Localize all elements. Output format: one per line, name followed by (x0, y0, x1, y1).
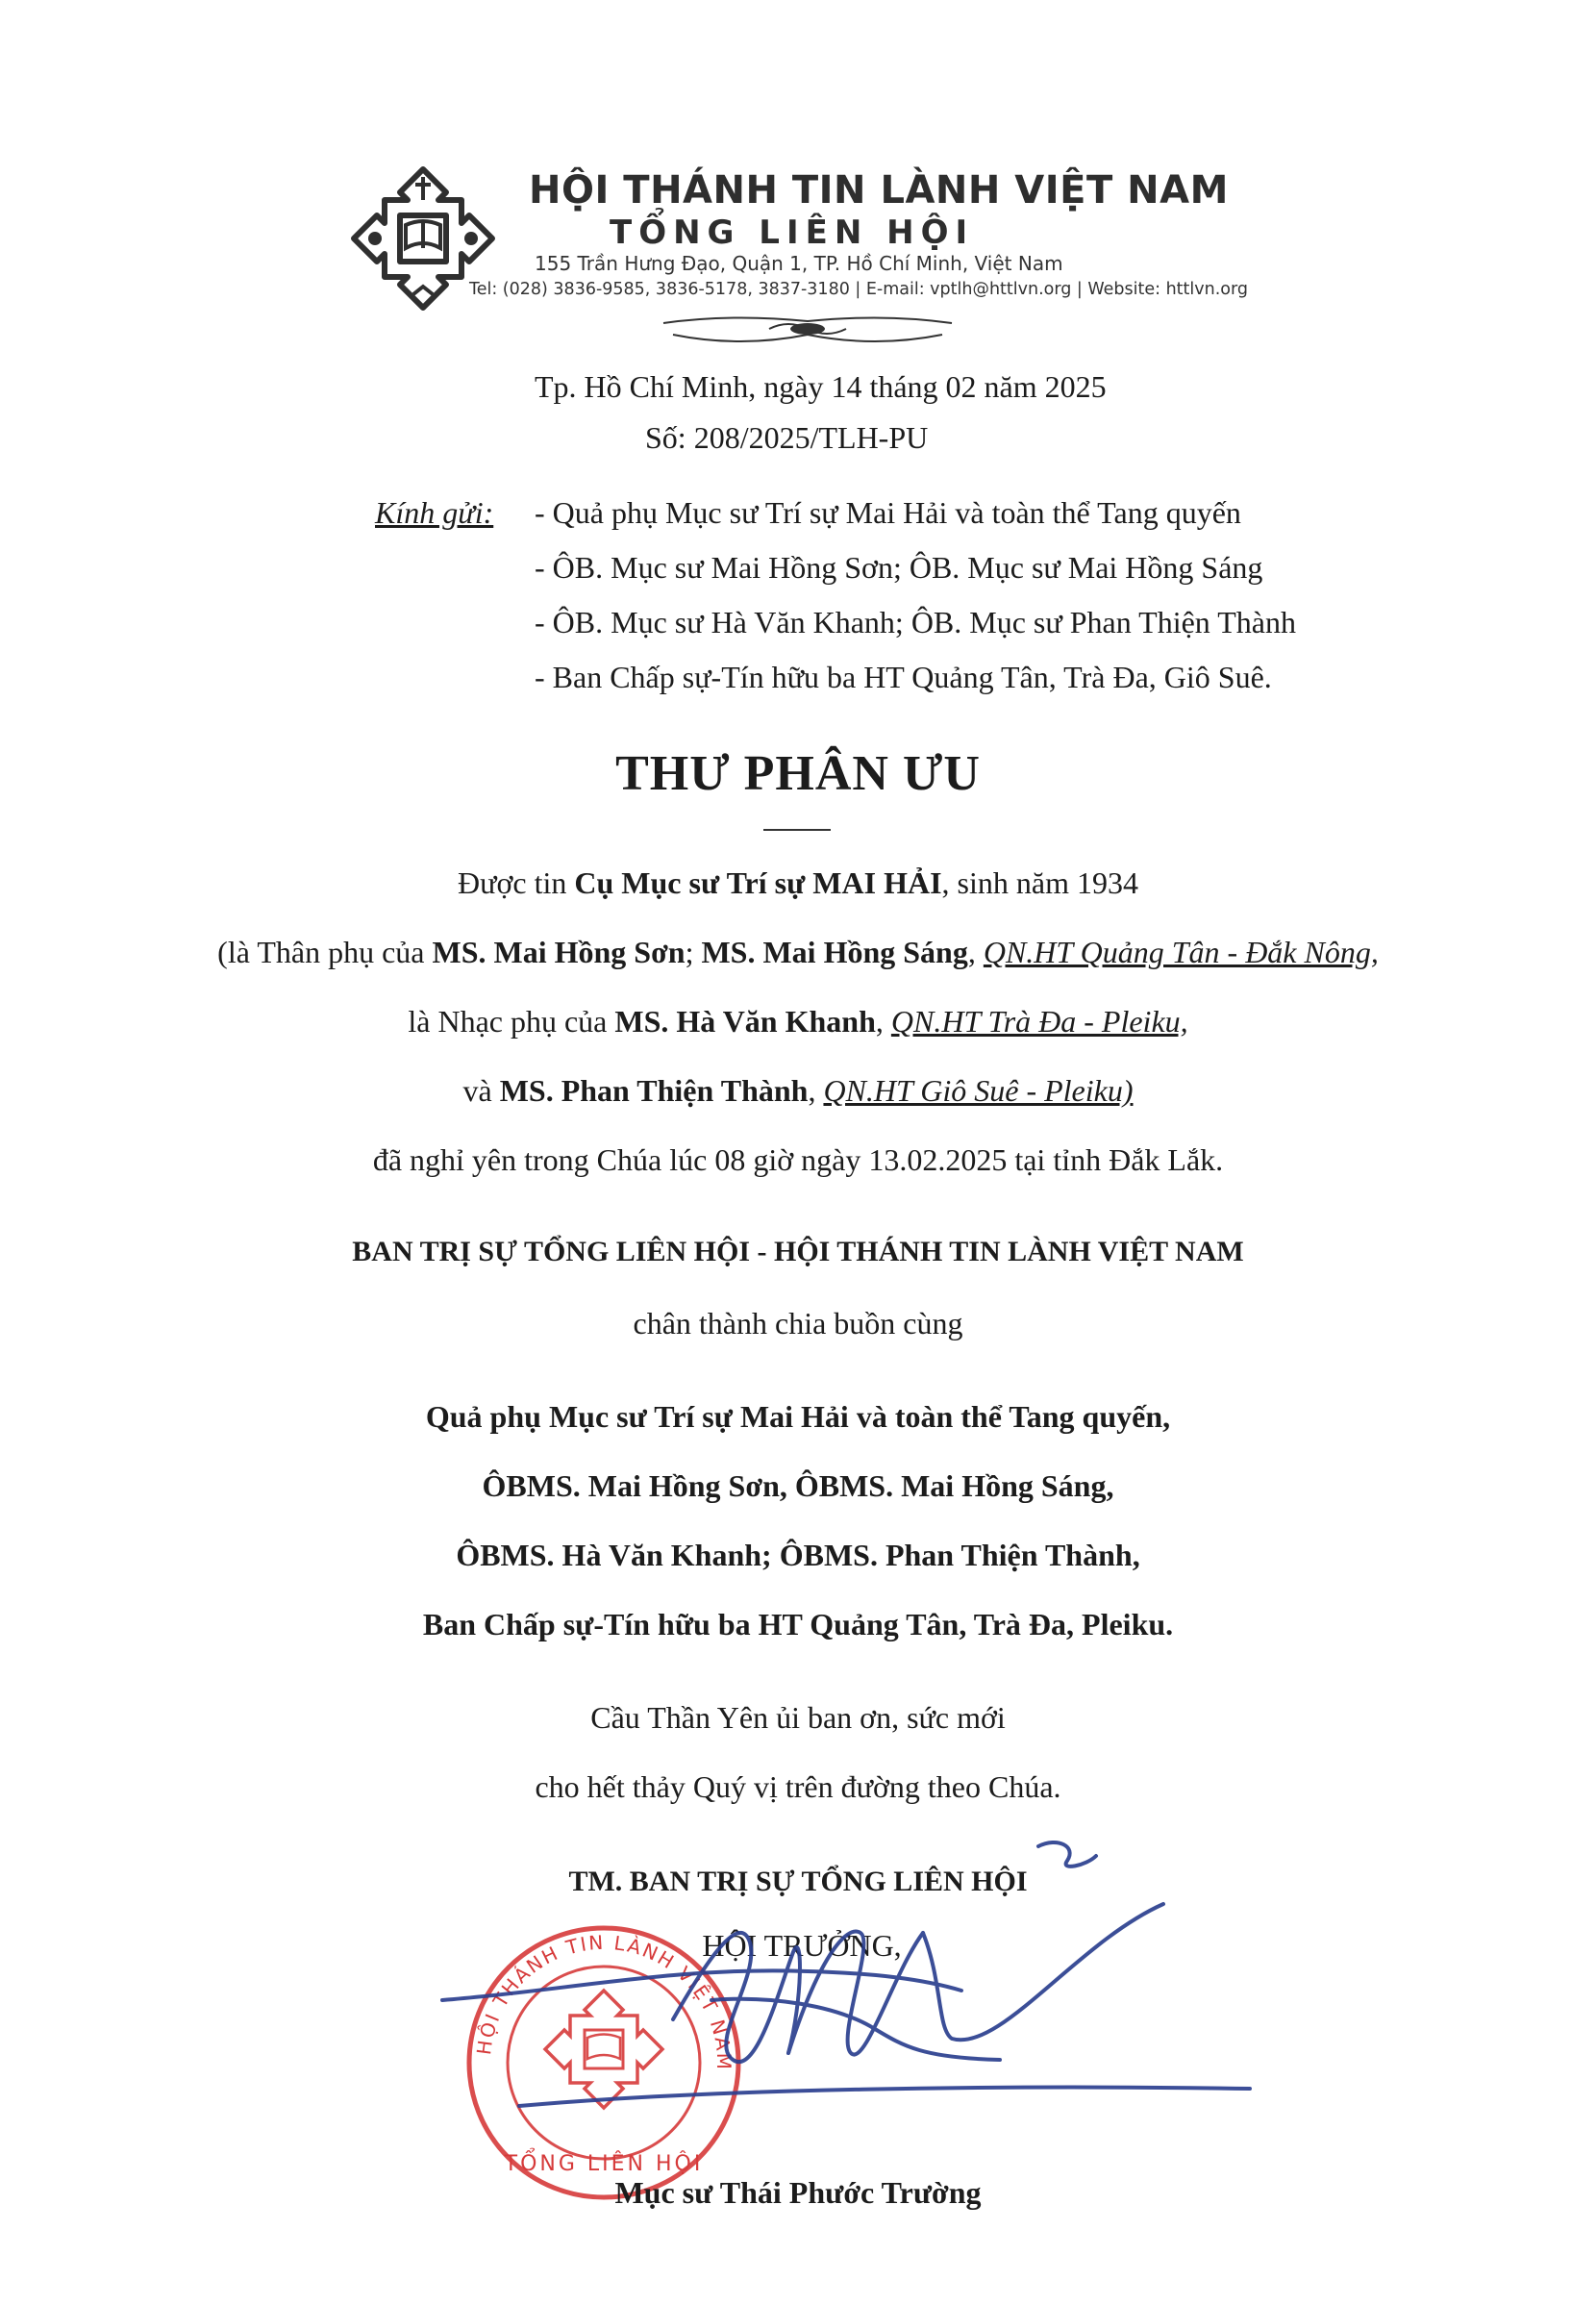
family-line: ÔBMS. Hà Văn Khanh; ÔBMS. Phan Thiện Thành, (456, 1538, 1140, 1572)
reference-number: Số: 208/2025/TLH-PU (645, 420, 929, 455)
recipient-item: - Quả phụ Mục sư Trí sự Mai Hải và toàn thể Tang quyến (535, 495, 1241, 530)
recipient-item: - ÔB. Mục sư Hà Văn Khanh; ÔB. Mục sư Phan Thiện Thành (535, 605, 1296, 639)
family-line: ÔBMS. Mai Hồng Sơn, ÔBMS. Mai Hồng Sáng, (482, 1468, 1114, 1503)
on-behalf-line: TM. BAN TRỊ SỰ TỔNG LIÊN HỘI (568, 1866, 1028, 1897)
body-line-3: là Nhạc phụ của MS. Hà Văn Khanh, QN.HT Trà Đa - Pleiku, (408, 1004, 1188, 1039)
svg-text:TỔNG LIÊN HỘI: TỔNG LIÊN HỘI (504, 2152, 704, 2176)
org-subtitle: TỔNG LIÊN HỘI (610, 213, 975, 252)
prayer-line: cho hết thảy Quý vị trên đường theo Chúa. (535, 1769, 1061, 1804)
family-line: Ban Chấp sự-Tín hữu ba HT Quảng Tân, Trà Đa, Pleiku. (422, 1607, 1174, 1641)
title-divider (763, 829, 831, 831)
handwritten-signature (423, 1808, 1269, 2135)
org-name: HỘI THÁNH TIN LÀNH VIỆT NAM (529, 168, 1229, 213)
svg-text:HỘI THÁNH TIN LÀNH VIỆT NAM (M: HỘI THÁNH TIN LÀNH VIỆT NAM (472, 1930, 736, 2072)
recipients-label: Kính gửi: (375, 495, 494, 530)
body-line-5: đã nghỉ yên trong Chúa lúc 08 giờ ngày 13.02.2025 tại tỉnh Đắk Lắk. (372, 1142, 1224, 1177)
recipient-item: - ÔB. Mục sư Mai Hồng Sơn; ÔB. Mục sư Mai Hồng Sáng (535, 550, 1263, 585)
board-name: BAN TRỊ SỰ TỔNG LIÊN HỘI - HỘI THÁNH TIN LÀNH VIỆT NAM (352, 1236, 1244, 1267)
date-line: Tp. Hồ Chí Minh, ngày 14 tháng 02 năm 2025 (535, 369, 1107, 404)
body-line-1: Được tin Cụ Mục sư Trí sự MAI HẢI, sinh năm 1934 (458, 865, 1138, 900)
signer-name: Mục sư Thái Phước Trường (614, 2175, 982, 2210)
family-line: Quả phụ Mục sư Trí sự Mai Hải và toàn thể Tang quyến, (425, 1399, 1171, 1434)
letter-title: THƯ PHÂN ƯU (615, 746, 981, 801)
condolence-line: chân thành chia buồn cùng (633, 1306, 963, 1340)
org-contact: Tel: (028) 3836-9585, 3836-5178, 3837-3180 | E-mail: vptlh@httlvn.org | Website: httlvn.org (469, 280, 1248, 299)
body-line-2: (là Thân phụ của MS. Mai Hồng Sơn; MS. Mai Hồng Sáng, QN.HT Quảng Tân - Đắk Nông, (217, 935, 1379, 969)
position-title: HỘI TRƯỞNG, (702, 1928, 902, 1963)
org-address: 155 Trần Hưng Đạo, Quận 1, TP. Hồ Chí Minh, Việt Nam (535, 252, 1063, 275)
ornament-flourish-icon (654, 306, 961, 354)
recipient-item: - Ban Chấp sự-Tín hữu ba HT Quảng Tân, Trà Đa, Giô Suê. (535, 660, 1272, 694)
prayer-line: Cầu Thần Yên ủi ban ơn, sức mới (590, 1700, 1006, 1735)
body-line-4: và MS. Phan Thiện Thành, QN.HT Giô Suê - Pleiku) (462, 1073, 1134, 1108)
